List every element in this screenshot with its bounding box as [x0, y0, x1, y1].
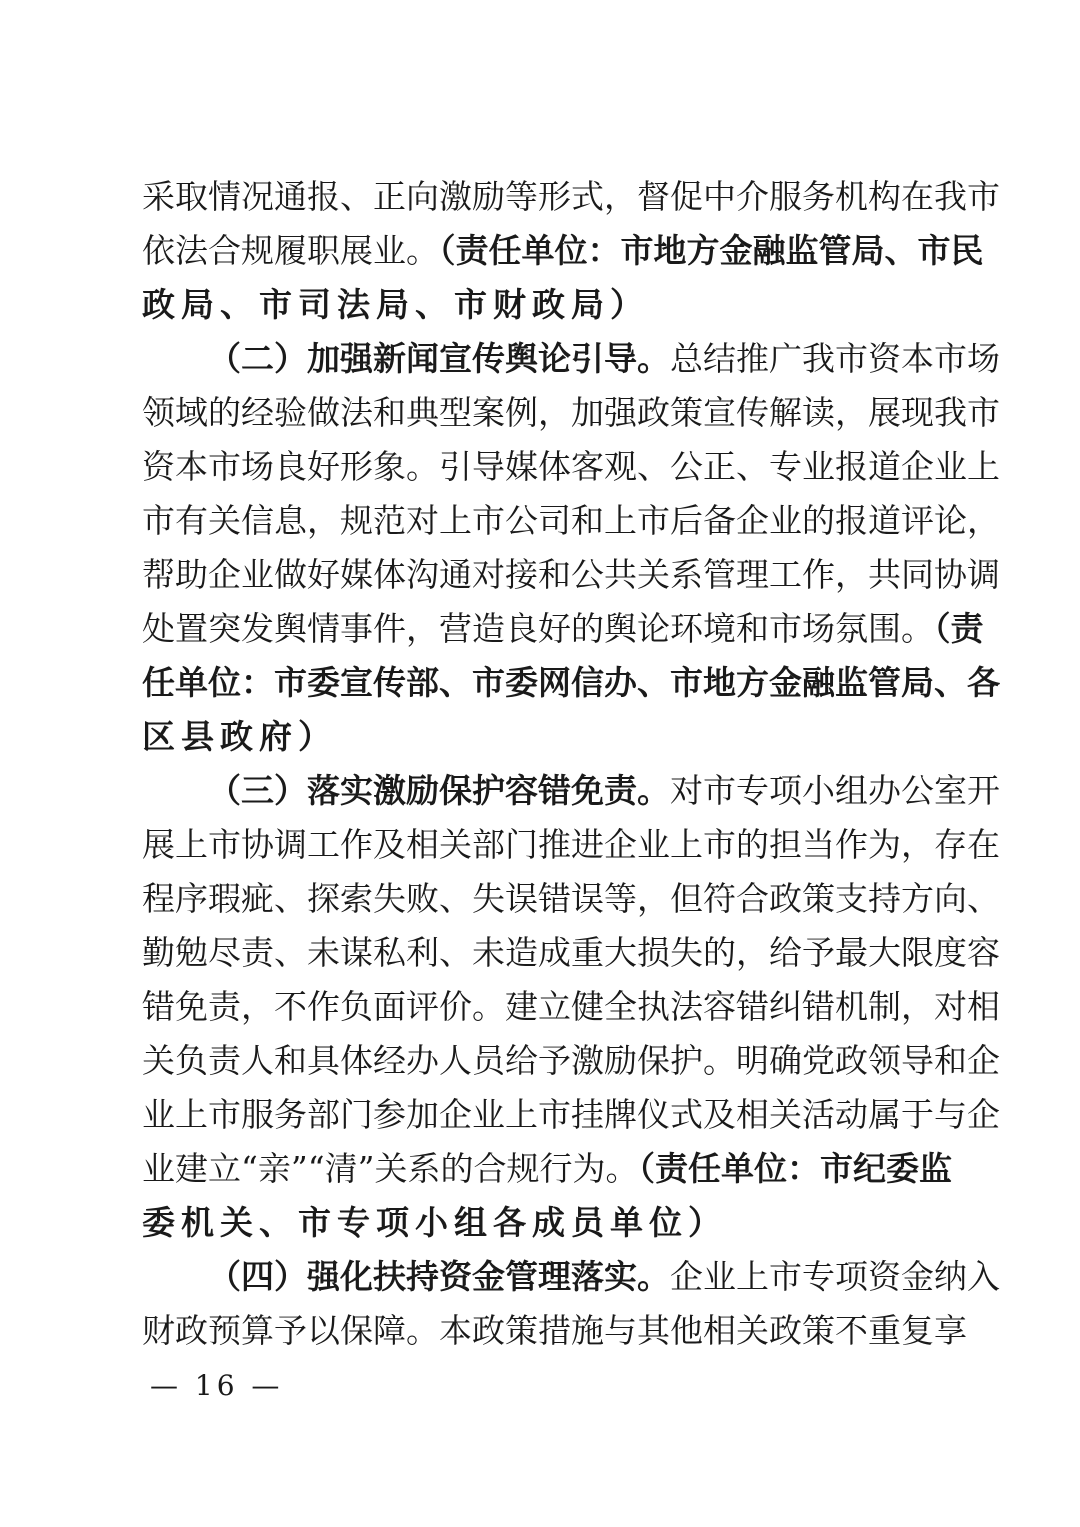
text-line-5: 领域的经验做法和典型案例，加强政策宣传解读，展现我市	[142, 393, 1000, 432]
text-line-17: 关负责人和具体经办人员给予激励保护。明确党政领导和企	[142, 1041, 1000, 1080]
text-line-1: 采取情况通报、正向激励等形式，督促中介服务机构在我市	[142, 177, 1000, 216]
text-line-20: 委机关、市专项小组各成员单位）	[142, 1203, 727, 1242]
text-line-6: 资本市场良好形象。引导媒体客观、公正、专业报道企业上	[142, 447, 1000, 486]
text-line-8: 帮助企业做好媒体沟通对接和公共关系管理工作，共同协调	[142, 555, 1000, 594]
section-heading-4: （四）强化扶持资金管理落实。企业上市专项资金纳入	[208, 1257, 1000, 1296]
text-line-3: 政局、市司法局、市财政局）	[142, 285, 649, 324]
text-line-22: 财政预算予以保障。本政策措施与其他相关政策不重复享	[142, 1311, 967, 1350]
section-heading-2: （二）加强新闻宣传舆论引导。总结推广我市资本市场	[208, 339, 1000, 378]
text-line-14: 程序瑕疵、探索失败、失误错误等，但符合政策支持方向、	[142, 879, 1000, 918]
text-line-2: 依法合规履职展业。（责任单位：市地方金融监管局、市民	[142, 231, 984, 270]
text-line-18: 业上市服务部门参加企业上市挂牌仪式及相关活动属于与企	[142, 1095, 1000, 1134]
text-line-10: 任单位：市委宣传部、市委网信办、市地方金融监管局、各	[142, 663, 1000, 702]
text-line-13: 展上市协调工作及相关部门推进企业上市的担当作为，存在	[142, 825, 1000, 864]
text-line-7: 市有关信息，规范对上市公司和上市后备企业的报道评论，	[142, 501, 1000, 540]
text-line-19: 业建立“亲”“清”关系的合规行为。（责任单位：市纪委监	[142, 1149, 952, 1188]
text-line-9: 处置突发舆情事件，营造良好的舆论环境和市场氛围。（责	[142, 609, 984, 648]
text-line-11: 区县政府）	[142, 717, 337, 756]
text-line-15: 勤勉尽责、未谋私利、未造成重大损失的，给予最大限度容	[142, 933, 1000, 972]
section-heading-3: （三）落实激励保护容错免责。对市专项小组办公室开	[208, 771, 1000, 810]
text-line-16: 错免责，不作负面评价。建立健全执法容错纠错机制，对相	[142, 987, 1000, 1026]
page-number: — 16 —	[150, 1369, 284, 1402]
